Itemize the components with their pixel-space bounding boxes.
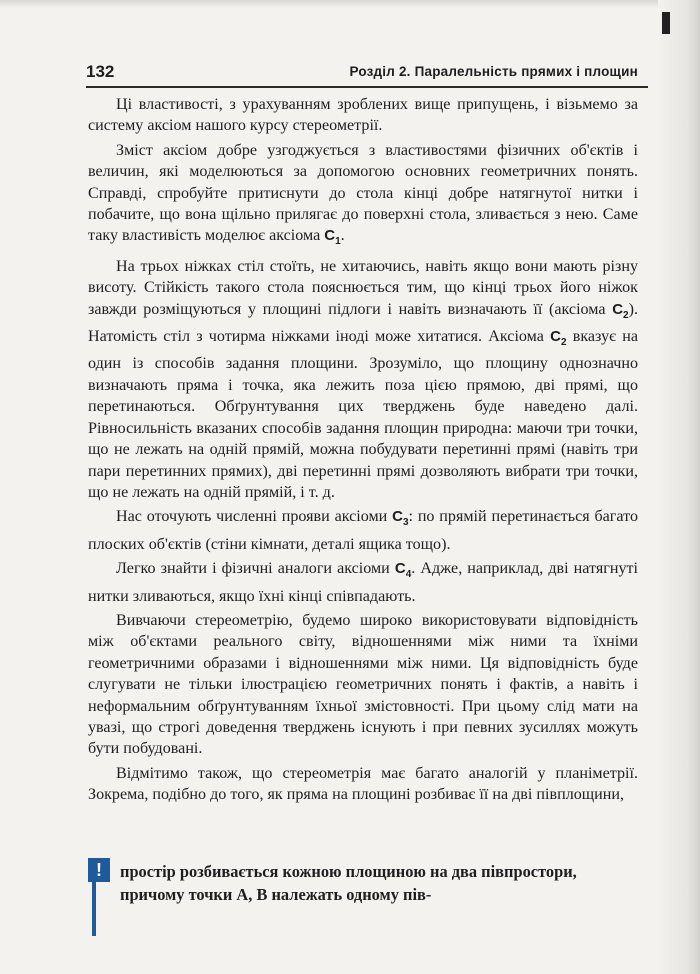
callout-line: простір розбивається кожною площиною на два півпростори,	[120, 862, 577, 881]
important-callout	[88, 858, 640, 938]
paragraph: Ці властивості, з урахуванням зроблених вище припущень, і візьмемо за систему аксіом нашого курсу стереометрії.	[88, 96, 638, 135]
page-header	[86, 60, 646, 86]
axiom-symbol: $C_2$	[550, 328, 567, 349]
axiom-symbol: $C_2$	[612, 300, 629, 321]
paragraph: Відмітимо також, що стереометрія має багато аналогій у планіметрії. Зокрема, подібно до того, як пряма на площині розбиває її на дві півплощини,	[88, 764, 638, 804]
paragraph: Вивчаючи стереометрію, будемо широко використовувати відповідність між об'єктами реального світу, відношеннями між ними та їхніми геометричними образами і відношеннями між ними. Ця відповідність буде слугувати не тільки ілюстрацією геометричних понять і фактів, а навіть і неформальним обґрунтуванням їхньої змістовності. При цьому слід мати на увазі, що строгі доведення тверджень існують і при певних зусиллях можуть бути побудовані.	[88, 611, 638, 758]
exclamation-icon: !	[88, 858, 110, 882]
callout-line: причому точки A, B належать одному пів-	[120, 885, 432, 904]
callout-text	[120, 860, 640, 906]
paragraph: На трьох ніжках стіл стоїть, не хитаючись, навіть якщо вони мають різну висоту. Стійкість такого стола пояснюється тим, що кінці трьох його ніжок завжди розміщуються у площині підлоги і навіть визначають її (аксіома $C_2$). Натомість стіл з чотирма ніжками іноді може хитатися. Аксіома $C_2$ вказує на один із способів задання площини. Зрозуміло, що площину однозначно визначають пряма і точка, яка лежить поза цією прямою, дві прямі, що перетинаються. Обґрунтування цих тверджень буде наведено далі. Рівносильність вказаних способів задання площин природна: маючи три точки, що не лежать на одній прямій, можна побудувати перетинні прямі (навіть три пари перетинних прямих), дві перетинні прямі дозволяють вибрати три точки, що не лежать на одній прямій, і т. д.	[88, 257, 639, 501]
body-text	[88, 94, 638, 809]
running-head: Розділ 2. Паралельність прямих і площин	[349, 64, 638, 79]
paragraph: Нас оточують численні прояви аксіоми $C_3$: по прямій перетинається багато плоских об'єктів (стіни кімнати, деталі ящика тощо).	[88, 508, 638, 553]
paragraph: Легко знайти і фізичні аналоги аксіоми $C_4$. Адже, наприклад, дві натягнуті нитки зливаються, якщо їхні кінці співпадають.	[88, 560, 638, 605]
axiom-symbol: $C_1$	[324, 227, 341, 248]
page-gutter-shadow	[658, 0, 700, 974]
axiom-symbol: $C_3$	[392, 508, 409, 529]
page-number: 132	[86, 62, 115, 81]
corner-tab-mark	[662, 12, 670, 34]
page-top-shadow	[0, 0, 700, 8]
header-rule	[86, 86, 648, 88]
axiom-symbol: $C_4$	[394, 560, 412, 581]
paragraph: Зміст аксіом добре узгоджується з властивостями фізичних об'єктів і величин, які моделюються за допомогою основних геометричних понять. Справді, спробуйте притиснути до стола кінці добре натягнутої нитки і побачите, що вона щільно прилягає до поверхні стола, зливається з нею. Саме таку властивість моделює аксіома $C_1$.	[88, 141, 638, 248]
